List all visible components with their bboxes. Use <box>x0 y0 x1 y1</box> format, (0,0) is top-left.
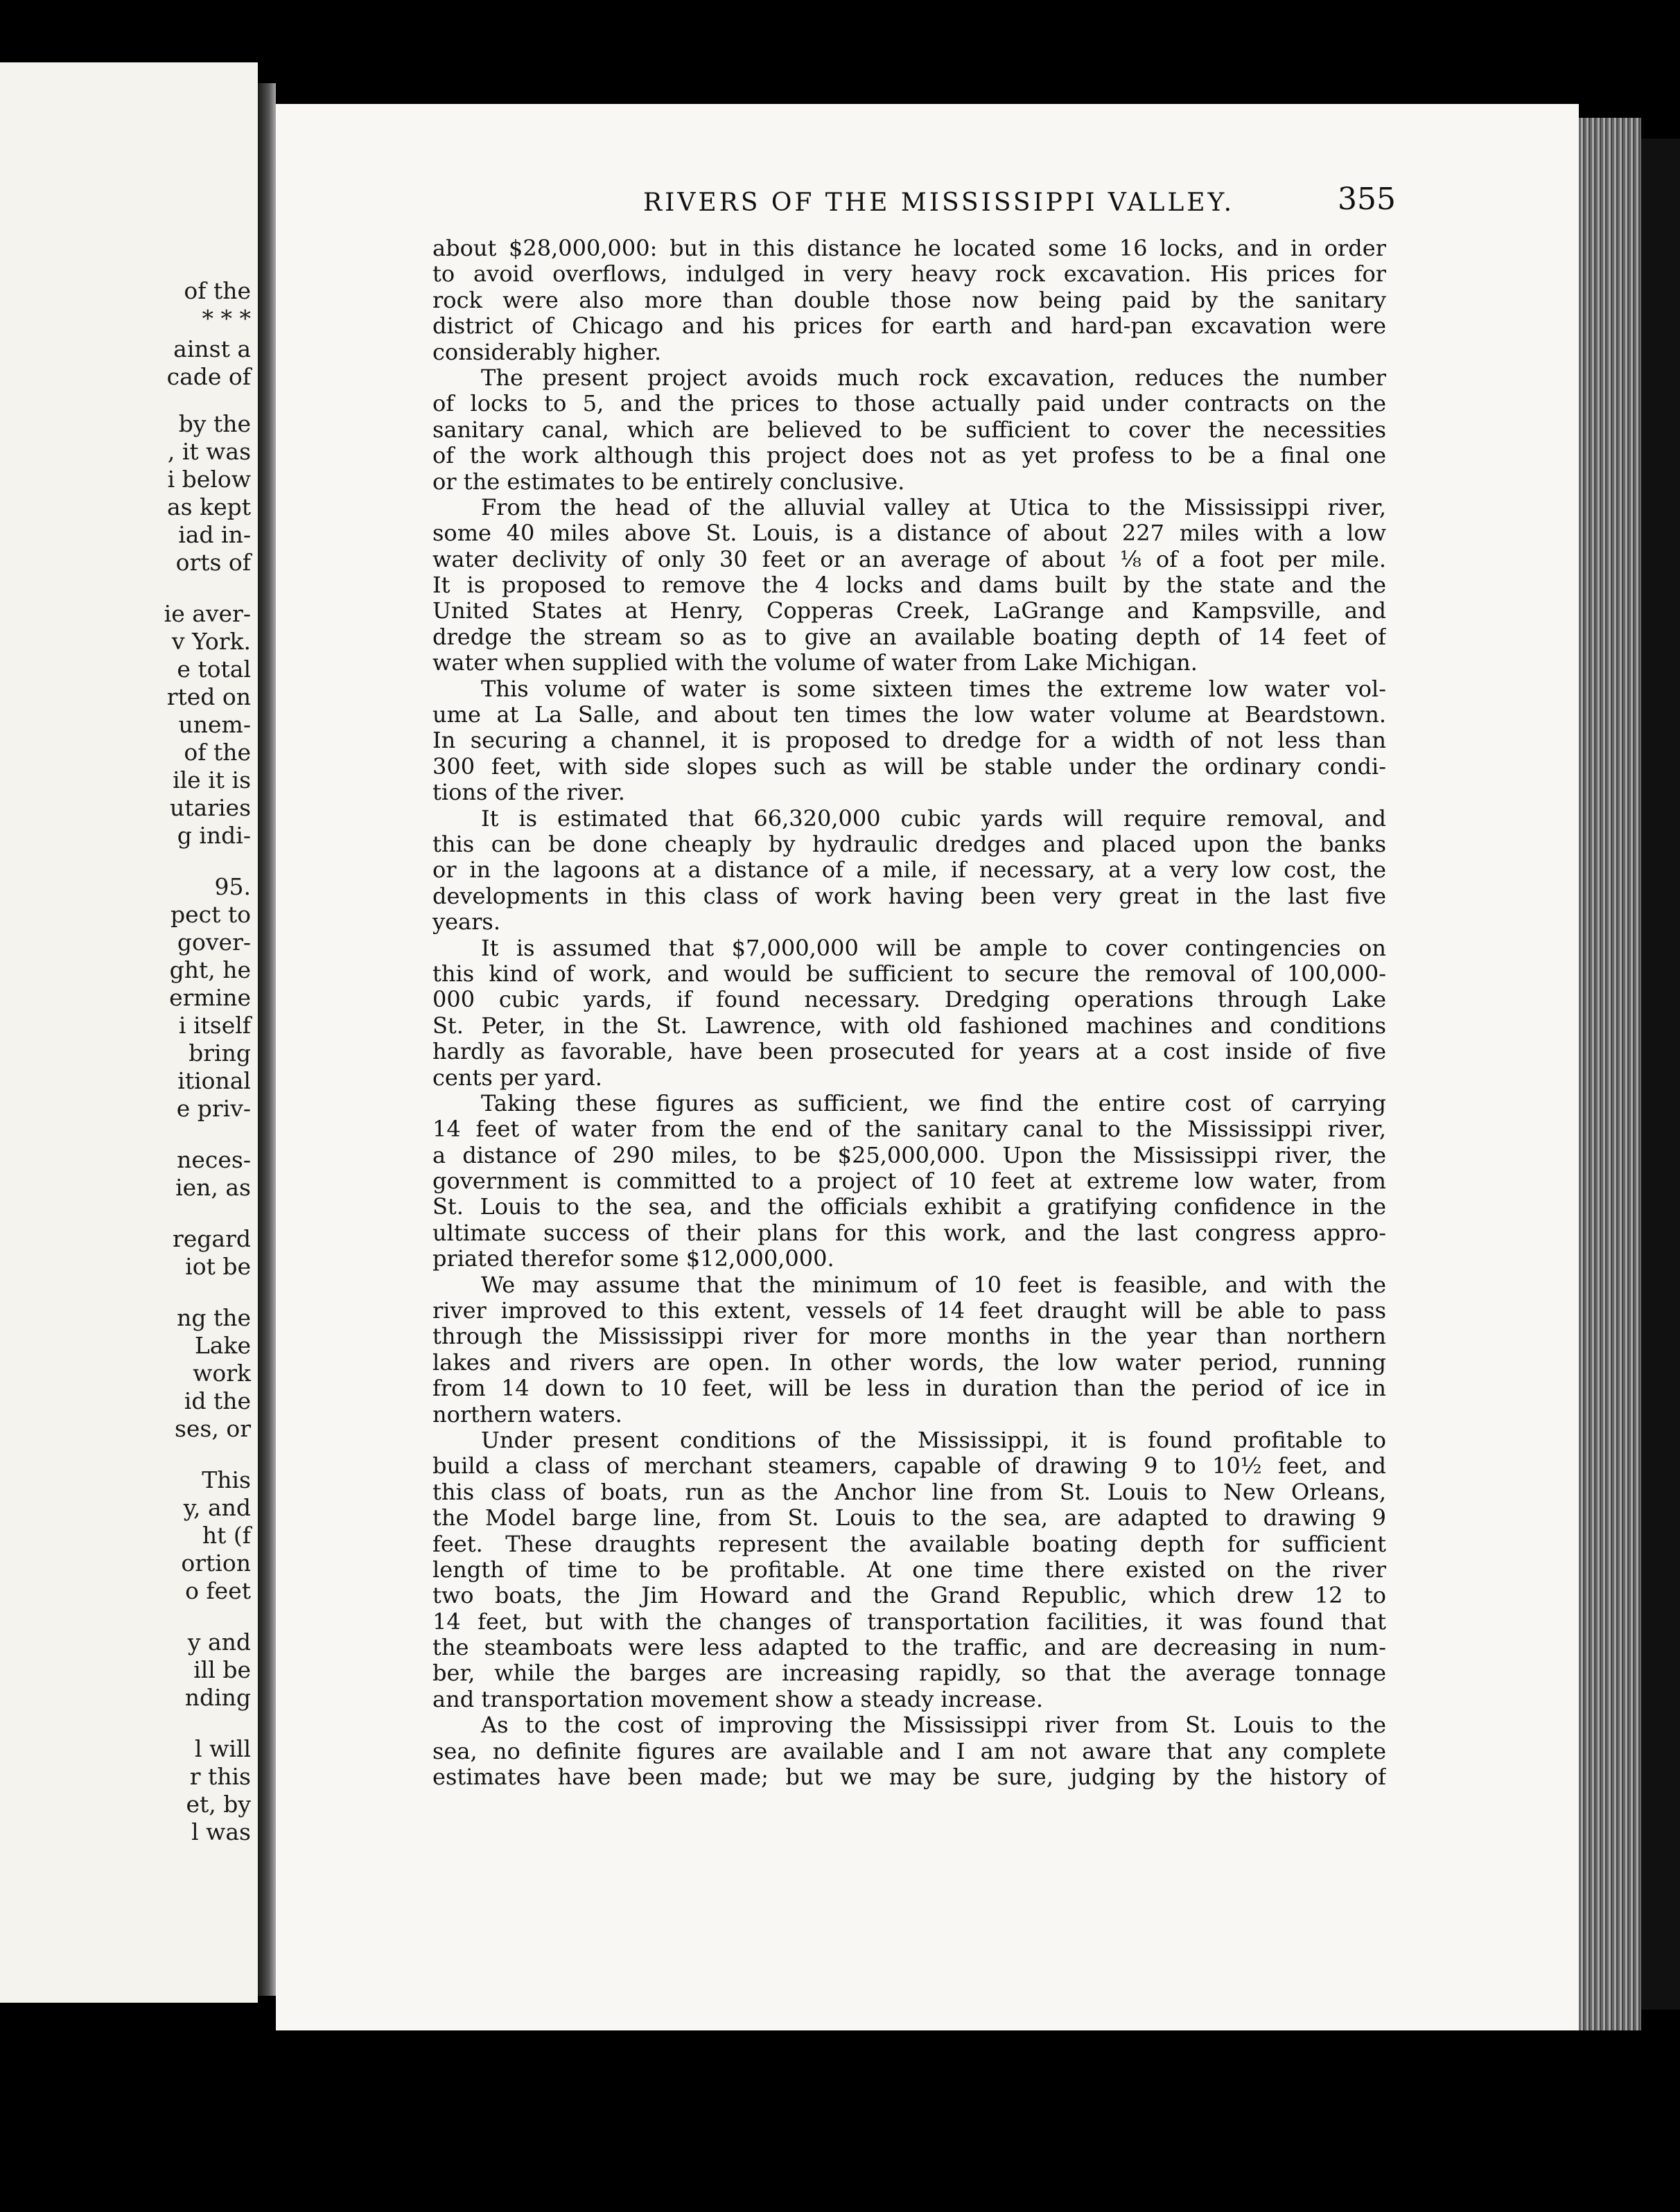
left-page-line: e total <box>177 656 251 683</box>
left-page-line: ng the <box>177 1304 251 1331</box>
body-line: 000 cubic yards, if found necessary. Dredging operations through Lake <box>432 987 1386 1013</box>
body-line: or in the lagoons at a distance of a mile, if necessary, at a very low cost, the <box>432 857 1386 884</box>
left-page-line: unem- <box>178 711 251 738</box>
left-page-line: rted on <box>166 683 251 710</box>
left-page-line: 95. <box>214 873 251 900</box>
body-line: and transportation movement show a steady increase. <box>432 1686 1044 1712</box>
left-page-line: utaries <box>170 794 251 821</box>
left-page-line: v York. <box>171 628 251 655</box>
left-page-line: i itself <box>178 1012 251 1039</box>
body-line: St. Louis to the sea, and the officials exhibit a gratifying confidence in the <box>432 1194 1386 1220</box>
left-page-line: y, and <box>183 1494 251 1521</box>
left-page-line: cade of <box>166 363 251 390</box>
left-page-line: ien, as <box>175 1174 251 1201</box>
body-line: two boats, the Jim Howard and the Grand Republic, which drew 12 to <box>432 1583 1386 1609</box>
running-head: RIVERS OF THE MISSISSIPPI VALLEY. <box>643 188 1235 217</box>
body-line: Under present conditions of the Mississippi, it is found profitable to <box>481 1427 1386 1453</box>
body-line: through the Mississippi river for more months in the year than northern <box>432 1324 1386 1350</box>
left-page-line: orts of <box>175 549 251 576</box>
body-line: government is committed to a project of 10 feet at extreme low water, from <box>432 1168 1386 1195</box>
left-page-line: ses, or <box>174 1415 251 1442</box>
body-line: sea, no definite figures are available and I am not aware that any complete <box>432 1738 1386 1764</box>
body-line: United States at Henry, Copperas Creek, LaGrange and Kampsville, and <box>432 598 1386 624</box>
body-line: lakes and rivers are open. In other words, the low water period, running <box>432 1349 1386 1376</box>
body-line: This volume of water is some sixteen times the extreme low water vol- <box>481 676 1386 702</box>
body-line: From the head of the alluvial valley at Utica to the Mississippi river, <box>481 494 1386 520</box>
body-line: from 14 down to 10 feet, will be less in duration than the period of ice in <box>432 1376 1386 1402</box>
body-line: In securing a channel, it is proposed to dredge for a width of not less than <box>432 728 1386 754</box>
body-line: tions of the river. <box>432 780 625 806</box>
left-page-line: bring <box>189 1039 251 1066</box>
left-page-line: * * * <box>202 305 251 332</box>
body-line: estimates have been made; but we may be sure, judging by the history of <box>432 1764 1386 1791</box>
left-page-line: pect to <box>170 901 251 928</box>
body-line: of the work although this project does not as yet profess to be a final one <box>432 443 1386 469</box>
body-line: feet. These draughts represent the available boating depth for sufficient <box>432 1531 1386 1557</box>
body-line: a distance of 290 miles, to be $25,000,000. Upon the Mississippi river, the <box>432 1142 1386 1168</box>
page-edges <box>1579 118 1641 2030</box>
left-page-line: ht (f <box>202 1522 251 1549</box>
body-line: The present project avoids much rock excavation, reduces the number <box>481 365 1386 391</box>
body-line: the Model barge line, from St. Louis to the sea, are adapted to drawing 9 <box>432 1505 1386 1531</box>
body-line: As to the cost of improving the Mississippi river from St. Louis to the <box>481 1712 1386 1739</box>
left-page-line: regard <box>172 1225 251 1252</box>
left-page-line: ie aver- <box>164 600 251 627</box>
body-line: northern waters. <box>432 1401 622 1428</box>
left-page-line: iad in- <box>178 521 251 548</box>
body-line: to avoid overflows, indulged in very heavy rock excavation. His prices for <box>432 261 1386 288</box>
body-line: It is estimated that 66,320,000 cubic yards will require removal, and <box>481 805 1386 832</box>
left-page-line: work <box>193 1360 251 1387</box>
left-page-line: i below <box>167 466 251 493</box>
left-page-line: et, by <box>186 1791 251 1818</box>
book-cover-edge <box>1641 139 1680 2010</box>
left-page-line: ght, he <box>169 956 251 983</box>
left-page-line: ortion <box>181 1550 251 1577</box>
left-page-line: iot be <box>185 1253 251 1280</box>
left-page-line: neces- <box>177 1146 251 1173</box>
body-line: about $28,000,000: but in this distance he located some 16 locks, and in order <box>432 236 1386 261</box>
left-page-line: This <box>202 1466 251 1493</box>
body-line: ber, while the barges are increasing rapidly, so that the average tonnage <box>432 1660 1386 1687</box>
left-page-line: o feet <box>185 1577 251 1604</box>
body-line: priated therefor some $12,000,000. <box>432 1246 834 1272</box>
body-text <box>432 236 1386 1790</box>
body-line: sanitary canal, which are believed to be sufficient to cover the necessities <box>432 416 1386 443</box>
body-line: ume at La Salle, and about ten times the low water volume at Beardstown. <box>432 702 1386 728</box>
left-page-line: ainst a <box>173 335 251 362</box>
body-line: Taking these figures as sufficient, we find the entire cost of carrying <box>481 1090 1386 1116</box>
body-line: or the estimates to be entirely conclusive. <box>432 468 905 495</box>
book-gutter <box>258 83 276 1996</box>
body-line: this kind of work, and would be sufficient to secure the removal of 100,000- <box>432 960 1386 987</box>
body-line: St. Peter, in the St. Lawrence, with old fashioned machines and conditions <box>432 1012 1386 1039</box>
left-page-line: gover- <box>177 929 251 956</box>
body-line: the steamboats were less adapted to the traffic, and are decreasing in num- <box>432 1635 1386 1661</box>
body-line: dredge the stream so as to give an available boating depth of 14 feet of <box>432 624 1386 650</box>
body-line: We may assume that the minimum of 10 feet is feasible, and with the <box>481 1272 1386 1298</box>
left-page-line: r this <box>189 1763 251 1790</box>
left-page-line: as kept <box>166 493 251 520</box>
body-line: water declivity of only 30 feet or an average of about ⅛ of a foot per mile. <box>432 546 1386 572</box>
left-page-line: of the <box>184 277 251 304</box>
body-line: length of time to be profitable. At one time there existed on the river <box>432 1556 1386 1583</box>
body-line: river improved to this extent, vessels of 14 feet draught will be able to pass <box>432 1298 1386 1324</box>
body-line: water when supplied with the volume of water from Lake Michigan. <box>432 650 1198 676</box>
body-line: 300 feet, with side slopes such as will be stable under the ordinary condi- <box>432 753 1386 780</box>
body-line: cents per yard. <box>432 1064 602 1091</box>
left-page-line: itional <box>177 1067 251 1094</box>
body-line: ultimate success of their plans for this work, and the last congress appro- <box>432 1220 1386 1246</box>
left-page-line: ermine <box>169 984 251 1011</box>
body-line: years. <box>432 909 500 936</box>
body-line: considerably higher. <box>432 339 662 365</box>
left-page-line: l was <box>191 1818 251 1845</box>
left-page-line: ill be <box>193 1656 251 1683</box>
left-page-line: g indi- <box>177 822 251 849</box>
left-page-fragment <box>0 62 258 2003</box>
body-line: It is assumed that $7,000,000 will be ample to cover contingencies on <box>481 935 1386 961</box>
left-page-line: id the <box>184 1387 251 1414</box>
left-page-line: nding <box>184 1684 251 1711</box>
body-line: this can be done cheaply by hydraulic dredges and placed upon the banks <box>432 831 1386 857</box>
left-page-line: of the <box>184 739 251 766</box>
left-page-line: , it was <box>167 438 251 465</box>
body-line: this class of boats, run as the Anchor line from St. Louis to New Orleans, <box>432 1479 1386 1505</box>
body-line: rock were also more than double those now being paid by the sanitary <box>432 287 1386 313</box>
body-line: of locks to 5, and the prices to those actually paid under contracts on the <box>432 391 1386 417</box>
body-line: district of Chicago and his prices for earth and hard-pan excavation were <box>432 313 1386 340</box>
body-line: 14 feet, but with the changes of transportation facilities, it was found that <box>432 1608 1386 1635</box>
left-page-line: e priv- <box>176 1095 251 1122</box>
body-line: 14 feet of water from the end of the sanitary canal to the Mississippi river, <box>432 1116 1386 1143</box>
body-line: hardly as favorable, have been prosecuted for years at a cost inside of five <box>432 1039 1386 1065</box>
left-page-line: y and <box>187 1629 251 1656</box>
left-page-line: ile it is <box>173 766 251 793</box>
body-line: It is proposed to remove the 4 locks and dams built by the state and the <box>432 572 1386 599</box>
page-number: 355 <box>1338 182 1396 217</box>
body-line: build a class of merchant steamers, capable of drawing 9 to 10½ feet, and <box>432 1453 1386 1480</box>
left-page-line: Lake <box>194 1332 251 1359</box>
body-line: developments in this class of work having been very great in the last five <box>432 883 1386 909</box>
body-line: some 40 miles above St. Louis, is a distance of about 227 miles with a low <box>432 520 1386 547</box>
left-page-line: by the <box>178 410 251 437</box>
left-page-line: l will <box>195 1735 251 1762</box>
